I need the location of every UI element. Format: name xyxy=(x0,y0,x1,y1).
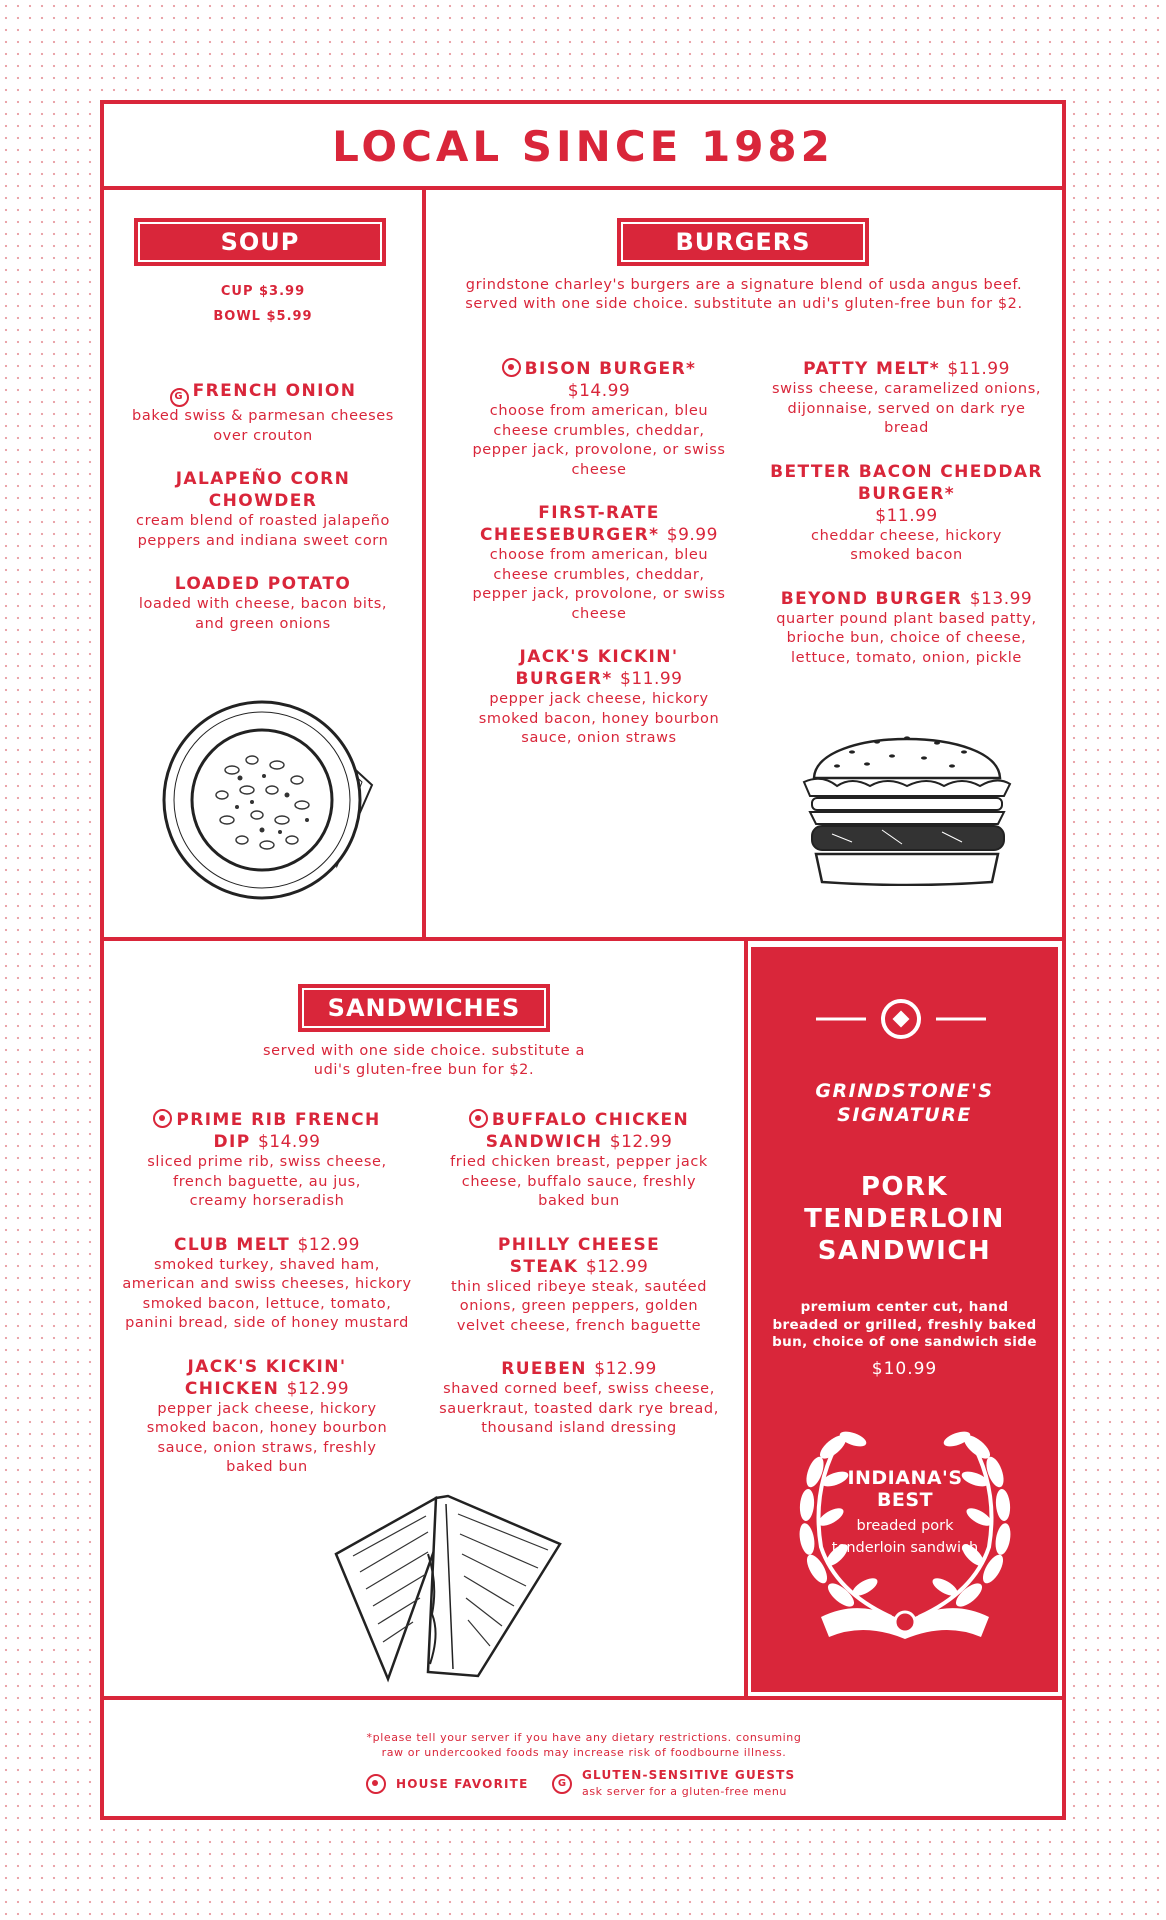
sandwiches-banner: SANDWICHES xyxy=(298,984,550,1032)
house-favorite-icon xyxy=(502,358,521,377)
legend-house-favorite: HOUSE FAVORITE xyxy=(366,1774,528,1794)
sandwich-illustration xyxy=(328,1494,568,1684)
soup-bowl-illustration xyxy=(162,690,382,910)
signature-description: premium center cut, hand breaded or grilled, freshly baked bun, choice of one sandwich side xyxy=(772,1299,1037,1350)
burgers-intro: grindstone charley's burgers are a signature blend of usda angus beef. served with one side choice. substitute an udi's gluten-free bun for $2. xyxy=(465,277,1023,312)
sandwiches-right-column xyxy=(429,1109,729,1461)
soup-section xyxy=(118,284,408,656)
soup-banner: SOUP xyxy=(134,218,386,266)
burger-item: JACK'S KICKIN' BURGER* $11.99 pepper jack cheese, hickory smoked bacon, honey bourbon sauce, onion straws xyxy=(478,647,720,746)
soup-bowl-price: BOWL $5.99 xyxy=(213,309,313,324)
legend-gluten-sensitive: G GLUTEN-SENSITIVE GUESTS ask server for a gluten-free menu xyxy=(552,1768,795,1798)
signature-label: GRINDSTONE'S SIGNATURE xyxy=(815,1080,994,1126)
burger-item: PATTY MELT* $11.99 swiss cheese, caramelized onions, dijonnaise, served on dark rye bread xyxy=(771,359,1042,436)
burger-item: BETTER BACON CHEDDAR BURGER* $11.99 cheddar cheese, hickory smoked bacon xyxy=(770,461,1043,563)
award-title: INDIANA'S BEST xyxy=(847,1467,963,1511)
signature-title: PORK TENDERLOIN SANDWICH xyxy=(804,1172,1005,1266)
signature-panel xyxy=(751,947,1058,1692)
burgers-left-column xyxy=(449,358,749,771)
mid-divider xyxy=(104,937,1062,941)
dietary-disclaimer: *please tell your server if you have any dietary restrictions. consuming raw or undercooked foods may increase risk of foodbourne illness. xyxy=(366,1731,802,1759)
sandwich-item: PHILLY CHEESE STEAK $12.99 thin sliced ribeye steak, sautéed onions, green peppers, golden velvet cheese, french baguette xyxy=(450,1234,708,1334)
soup-item: G FRENCH ONION baked swiss & parmesan cheeses over crouton xyxy=(132,381,394,444)
sandwich-item: CLUB MELT $12.99 smoked turkey, shaved ham, american and swiss cheeses, hickory smoked bacon, lettuce, tomato, panini bread, side of honey mustard xyxy=(122,1234,412,1331)
burger-item: BISON BURGER* $14.99 choose from american, bleu cheese crumbles, cheddar, pepper jack, provolone, or swiss cheese xyxy=(472,359,726,478)
burger-illustration xyxy=(792,716,1022,886)
sandwiches-left-column xyxy=(122,1109,412,1500)
house-favorite-icon xyxy=(153,1109,172,1128)
sandwich-signature-divider xyxy=(744,939,748,1698)
gluten-free-icon: G xyxy=(170,388,189,407)
signature-price: $10.99 xyxy=(871,1359,938,1379)
sandwich-item: PRIME RIB FRENCH DIP $14.99 sliced prime rib, swiss cheese, french baguette, au jus, creamy horseradish xyxy=(147,1110,387,1209)
award-subtitle: breaded pork tenderloin sandwich xyxy=(831,1518,979,1556)
soup-item: JALAPEÑO CORN CHOWDER cream blend of roasted jalapeño peppers and indiana sweet corn xyxy=(136,469,390,549)
soup-item: LOADED POTATO loaded with cheese, bacon bits, and green onions xyxy=(138,574,388,632)
gluten-free-icon: G xyxy=(552,1774,572,1794)
burgers-banner: BURGERS xyxy=(617,218,869,266)
sandwich-item: JACK'S KICKIN' CHICKEN $12.99 pepper jack cheese, hickory smoked bacon, honey bourbon sauce, onion straws, freshly baked bun xyxy=(146,1356,388,1475)
burger-item: BEYOND BURGER $13.99 quarter pound plant based patty, brioche bun, choice of cheese, lettuce, tomato, onion, pickle xyxy=(776,588,1037,666)
footer-divider xyxy=(104,1696,1062,1700)
page-title: LOCAL SINCE 1982 xyxy=(332,122,834,171)
burger-item: FIRST-RATE CHEESEBURGER* $9.99 choose from american, bleu cheese crumbles, cheddar, pepper jack, provolone, or swiss cheese xyxy=(472,503,726,622)
soup-cup-price: CUP $3.99 xyxy=(220,284,306,299)
menu-card xyxy=(100,100,1066,1820)
house-favorite-icon xyxy=(366,1774,386,1794)
house-favorite-icon xyxy=(469,1109,488,1128)
title-divider xyxy=(104,186,1062,190)
sandwich-item: BUFFALO CHICKEN SANDWICH $12.99 fried chicken breast, pepper jack cheese, buffalo sauce, freshly baked bun xyxy=(450,1110,708,1209)
signature-emblem-icon xyxy=(811,997,991,1041)
sandwiches-intro: served with one side choice. substitute a udi's gluten-free bun for $2. xyxy=(263,1043,585,1078)
burgers-right-column xyxy=(764,358,1049,690)
award-text xyxy=(825,1467,985,1559)
soup-burger-divider xyxy=(422,186,426,939)
sandwich-item: RUEBEN $12.99 shaved corned beef, swiss cheese, sauerkraut, toasted dark rye bread, thousand island dressing xyxy=(439,1359,719,1436)
